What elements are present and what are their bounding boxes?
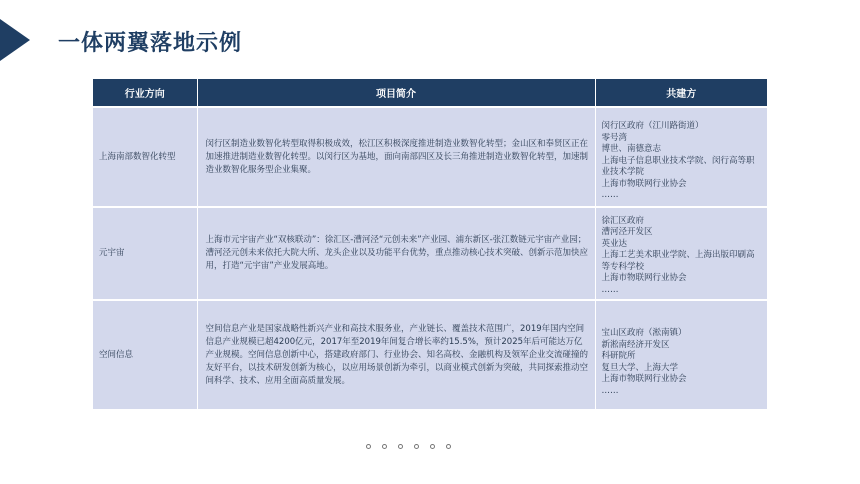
partner-item: …… bbox=[601, 284, 619, 295]
page-dot bbox=[414, 444, 419, 449]
partner-item: 新淞南经济开发区 bbox=[601, 339, 670, 350]
partner-item: 上海电子信息职业技术学院、闵行高等职业技术学院 bbox=[601, 155, 755, 178]
partner-item: 复旦大学、上海大学 bbox=[601, 362, 679, 373]
page-dot bbox=[446, 444, 451, 449]
partner-item: 漕河泾开发区 bbox=[601, 227, 653, 238]
partner-item: 上海市物联网行业协会 bbox=[601, 178, 687, 189]
page-dot bbox=[366, 444, 371, 449]
row-direction: 元宇宙 bbox=[93, 207, 197, 300]
row-direction: 空间信息 bbox=[93, 300, 197, 409]
row-description: 闵行区制造业数智化转型取得积极成效，松江区积极深度推进制造业数智化转型；金山区和奉贤区正在加速推进制造业数智化转型。以闵行区为基地，面向南部四区及长三角推进制造业数智化转型，加速制造业数智化服务型企业集聚。 bbox=[197, 107, 595, 207]
page-indicator-dots bbox=[366, 444, 451, 449]
partner-item: 上海市物联网行业协会 bbox=[601, 374, 687, 384]
partner-item: 宝山区政府（淞南镇） bbox=[601, 328, 687, 338]
partner-item: …… bbox=[601, 190, 619, 201]
partner-item: 上海工艺美术职业学院、上海出版印刷高等专科学校 bbox=[601, 250, 755, 272]
header-description: 项目简介 bbox=[197, 79, 595, 107]
row-partners bbox=[595, 107, 767, 207]
row-partners bbox=[595, 300, 767, 409]
page-dot bbox=[430, 444, 435, 449]
header-direction: 行业方向 bbox=[93, 79, 197, 107]
partner-item: 零号湾 bbox=[601, 132, 628, 143]
table-row bbox=[93, 207, 767, 300]
header-partners: 共建方 bbox=[595, 79, 767, 107]
table-row bbox=[93, 300, 767, 409]
row-description: 空间信息产业是国家战略性新兴产业和高技术服务业，产业链长、覆盖技术范围广，2019年国内空间信息产业规模已超4200亿元，2017年至2019年间复合增长率约15.5%，预计2025年后可能达万亿产业规模。空间信息创新中心，搭建政府部门、行业协会、知名高校、金融机构及领军企业交流碰撞的友好平台，以技术研发创新为核心，以应用场景创新为牵引，以商业模式创新为突破，共同探索推动空间科学、技术、应用全面高质量发展。 bbox=[197, 300, 595, 409]
page-dot bbox=[398, 444, 403, 449]
table-row bbox=[93, 107, 767, 207]
partner-item: 上海市物联网行业协会 bbox=[601, 273, 687, 284]
partner-item: 徐汇区政府 bbox=[601, 215, 645, 226]
partner-item: 科研院所 bbox=[601, 351, 636, 361]
partner-item: 闵行区政府（江川路街道） bbox=[601, 121, 704, 132]
page-dot bbox=[382, 444, 387, 449]
row-partners bbox=[595, 207, 767, 300]
table-header-row bbox=[93, 79, 767, 107]
partner-item: 博世、南德意志 bbox=[601, 144, 662, 155]
projects-table bbox=[93, 79, 767, 409]
partner-item: 英业达 bbox=[601, 238, 628, 249]
row-description: 上海市元宇宙产业“双核联动”：徐汇区-漕河泾“元创未来”产业园、浦东新区-张江数链元宇宙产业园；漕河泾元创未来依托大院大所、龙头企业以及功能平台优势，重点推动核心技术突破、创新示范加快应用，打造“元宇宙”产业发展高地。 bbox=[197, 207, 595, 300]
partner-item: …… bbox=[601, 385, 619, 396]
row-direction: 上海南部数智化转型 bbox=[93, 107, 197, 207]
page-title: 一体两翼落地示例 bbox=[58, 31, 243, 56]
corner-triangle-decoration bbox=[0, 19, 30, 61]
